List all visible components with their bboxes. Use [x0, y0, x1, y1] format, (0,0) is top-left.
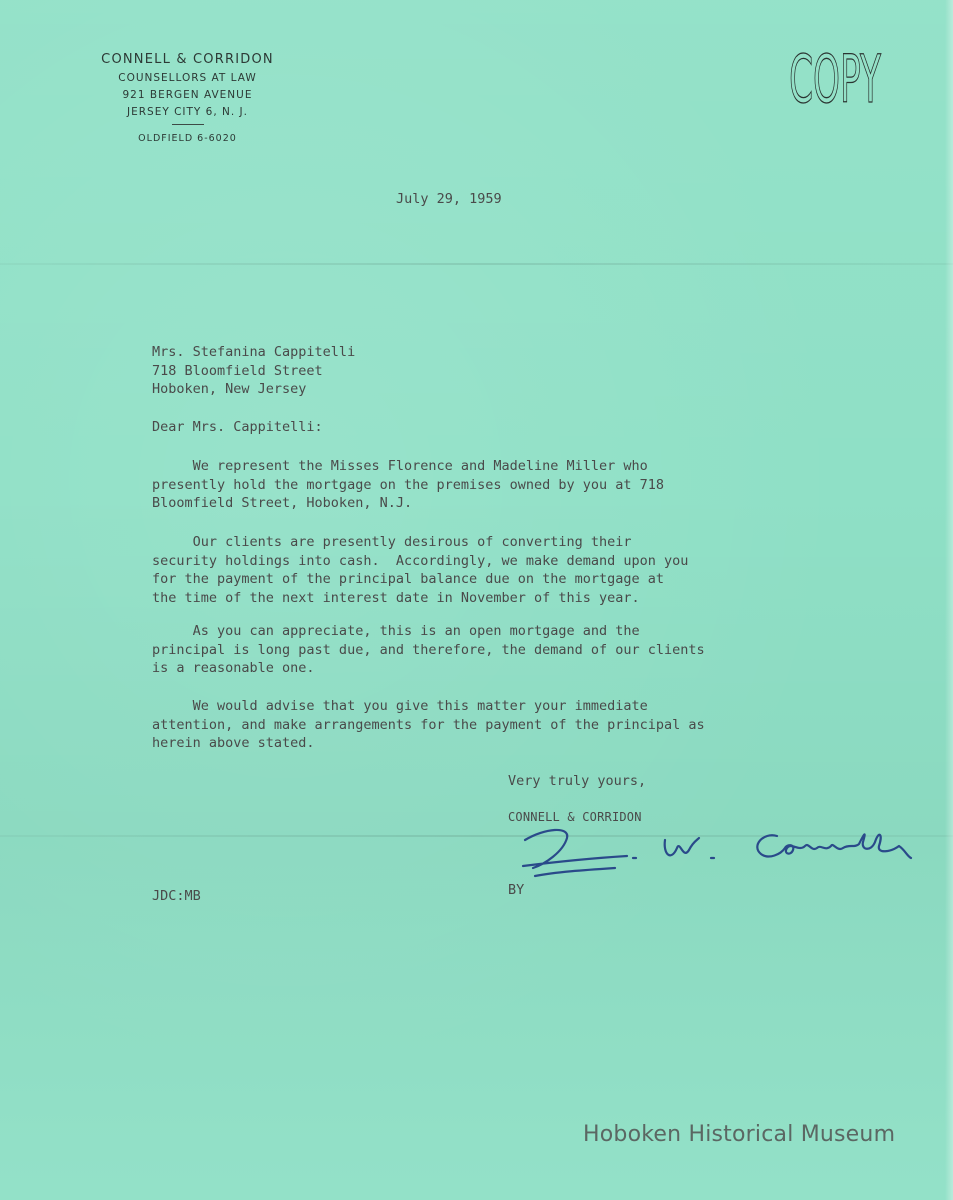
letterhead-firm: CONNELL & CORRIDON: [101, 52, 274, 67]
paper-edge: [945, 0, 953, 1200]
closing: Very truly yours,: [508, 773, 647, 789]
copy-stamp: [789, 34, 881, 119]
letterhead-divider: [172, 124, 204, 125]
handwritten-signature: [515, 818, 925, 888]
letterhead-city: JERSEY CITY 6, N. J.: [127, 106, 248, 118]
letterhead-street: 921 BERGEN AVENUE: [122, 89, 253, 101]
letterhead: [60, 52, 315, 144]
recipient-address: [152, 343, 355, 399]
reference-initials: JDC:MB: [152, 888, 201, 904]
paper-fold: [0, 263, 953, 265]
letterhead-title: COUNSELLORS AT LAW: [118, 72, 257, 84]
letter-date: July 29, 1959: [396, 191, 502, 207]
recipient-street: 718 Bloomfield Street: [152, 362, 323, 379]
paragraph: As you can appreciate, this is an open mortgage and the principal is long past due, and therefore, the demand of our clients is a reasonable one.: [152, 623, 705, 677]
paragraph: We would advise that you give this matter your immediate attention, and make arrangements for the payment of the principal as herein above stated.: [152, 698, 705, 752]
paragraph: Our clients are presently desirous of converting their security holdings into cash. Accordingly, we make demand upon you for the payment of the principal balance due on the mortgage at the time of the next interest date in November of this year.: [152, 534, 689, 607]
recipient-city: Hoboken, New Jersey: [152, 381, 307, 398]
copy-stamp-text: COPY: [789, 41, 881, 119]
recipient-name: Mrs. Stefanina Cappitelli: [152, 344, 356, 360]
salutation: Dear Mrs. Cappitelli:: [152, 419, 323, 435]
by-label: BY: [508, 882, 525, 898]
museum-watermark: Hoboken Historical Museum: [583, 1122, 896, 1147]
letterhead-phone: OLDFIELD 6-6020: [138, 133, 237, 144]
signature-firm: CONNELL & CORRIDON: [508, 810, 642, 824]
paragraph: We represent the Misses Florence and Madeline Miller who presently hold the mortgage on the premises owned by you at 718 Bloomfield Street, Hoboken, N.J.: [152, 458, 665, 512]
